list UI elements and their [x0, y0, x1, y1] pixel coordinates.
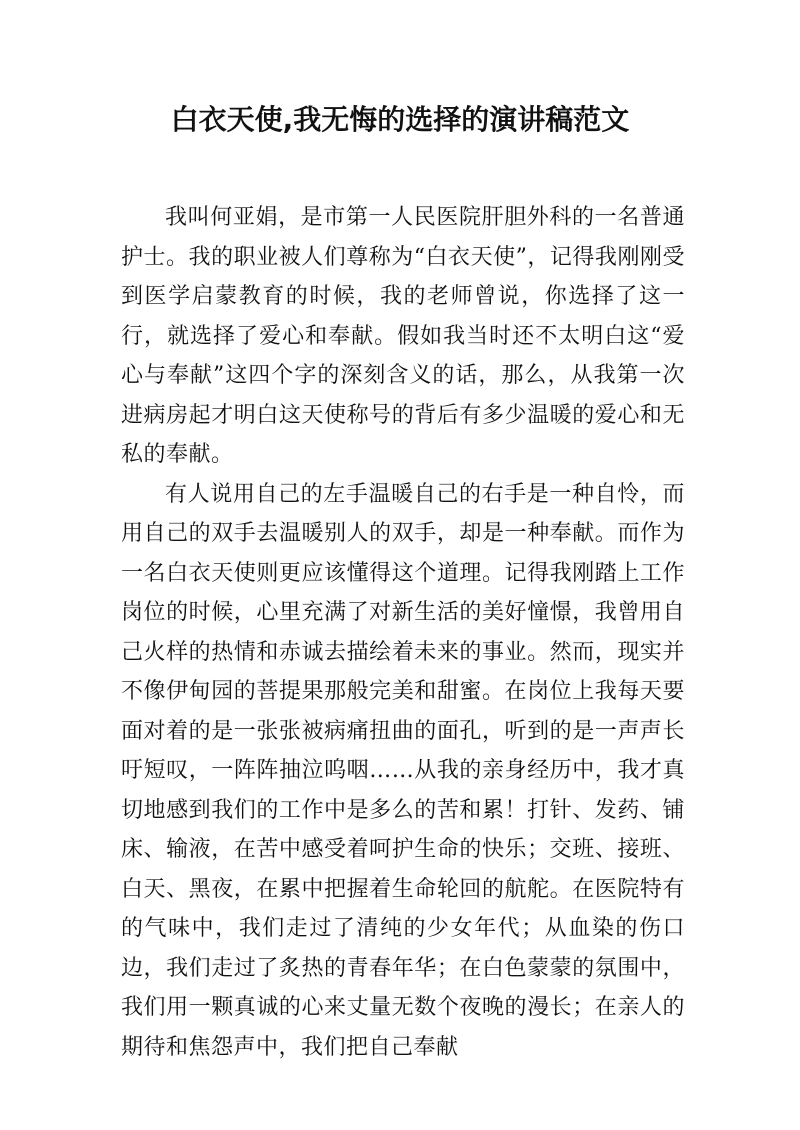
document-body: [121, 198, 685, 1067]
document-title: 白衣天使,我无悔的选择的演讲稿范文: [170, 103, 630, 136]
paragraph-1: 我叫何亚娟，是市第一人民医院肝胆外科的一名普通护士。我的职业被人们尊称为“白衣天使”，记得我刚刚受到医学启蒙教育的时候，我的老师曾说，你选择了这一行，就选择了爱心和奉献。假如我当时还不太明白这“爱心与奉献”这四个字的深刻含义的话，那么，从我第一次进病房起才明白这天使称号的背后有多少温暖的爱心和无私的奉献。: [121, 205, 685, 467]
paragraph-2: 有人说用自己的左手温暖自己的右手是一种自怜，而用自己的双手去温暖别人的双手，却是一种奉献。而作为一名白衣天使则更应该懂得这个道理。记得我刚踏上工作岗位的时候，心里充满了对新生活的美好憧憬，我曾用自己火样的热情和赤诚去描绘着未来的事业。然而，现实并不像伊甸园的菩提果那般完美和甜蜜。在岗位上我每天要面对着的是一张张被病痛扭曲的面孔，听到的是一声声长吁短叹，一阵阵抽泣呜咽……从我的亲身经历中，我才真切地感到我们的工作中是多么的苦和累！打针、发药、铺床、输液，在苦中感受着呵护生命的快乐；交班、接班、白天、黑夜，在累中把握着生命轮回的航舵。在医院特有的气味中，我们走过了清纯的少女年代；从血染的伤口边，我们走过了炙热的青春年华；在白色蒙蒙的氛围中，我们用一颗真诚的心来丈量无数个夜晚的漫长；在亲人的期待和焦怨声中，我们把自己奉献: [121, 481, 685, 1060]
